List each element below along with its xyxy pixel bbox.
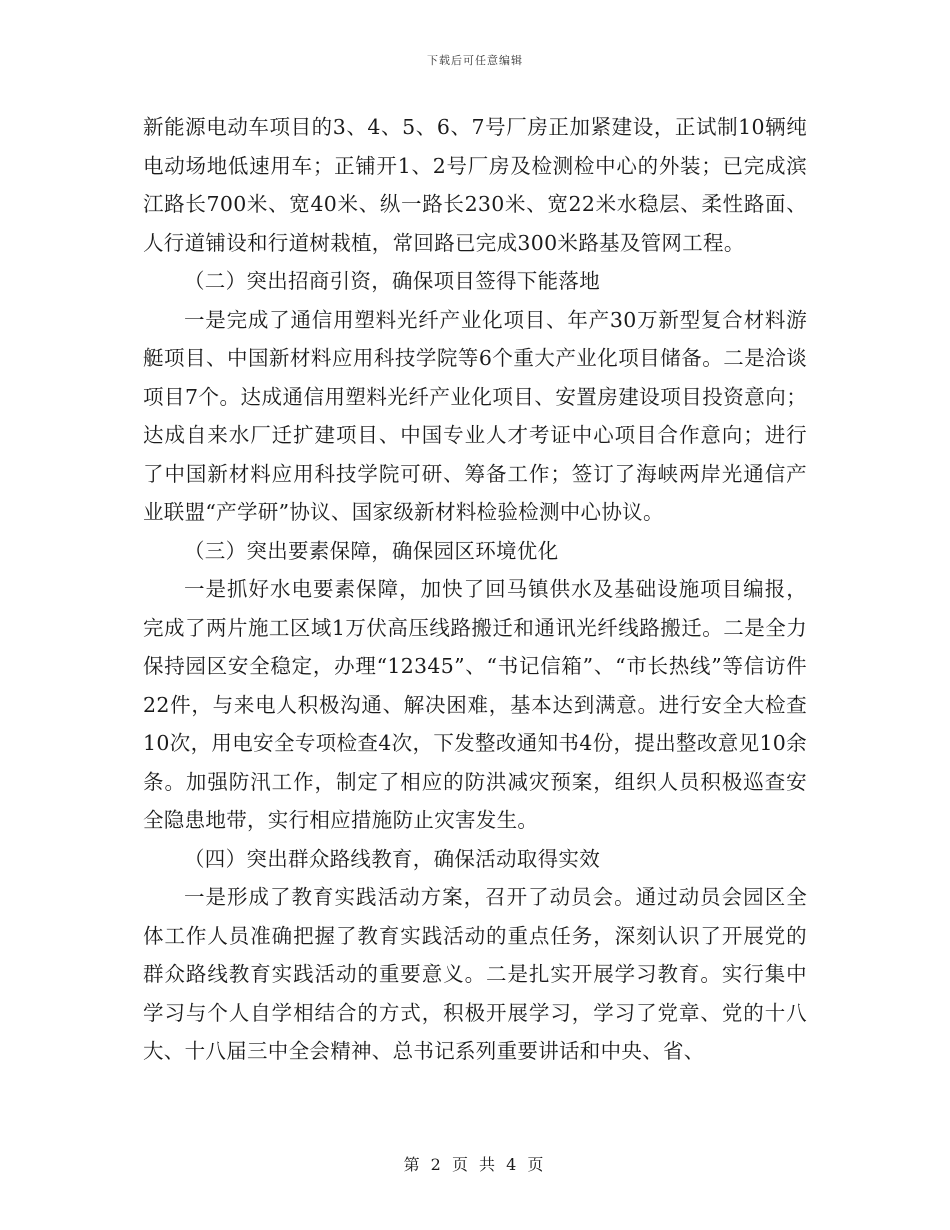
section-heading-4: （四）突出群众路线教育，确保活动取得实效: [184, 846, 600, 871]
section-heading-3: （三）突出要素保障，确保园区环境优化: [184, 538, 559, 563]
paragraph-education: 一是形成了教育实践活动方案，召开了动员会。通过动员会园区全体工作人员准确把握了教育实践活动的重点任务，深刻认识了开展党的群众路线教育实践活动的重要意义。二是扎实开展学习教育。实行集中学习与个人自学相结合的方式，积极开展学习，学习了党章、党的十八大、十八届三中全会精神、总书记系列重要讲话和中央、省、: [143, 885, 807, 1063]
page-number-footer: 第 2 页 共 4 页: [403, 1155, 547, 1174]
paragraph-environment: 一是抓好水电要素保障，加快了回马镇供水及基础设施项目编报，完成了两片施工区域1万伏高压线路搬迁和通讯光纤线路搬迁。二是全力保持园区安全稳定，办理“12345”、“书记信箱”、“市长热线”等信访件22件，与来电人积极沟通、解决困难，基本达到满意。进行安全大检查10次，用电安全专项检查4次，下发整改通知书4份，提出整改意见10余条。加强防汛工作，制定了相应的防洪减灾预案，组织人员积极巡查安全隐患地带，实行相应措施防止灾害发生。: [143, 577, 807, 832]
document-body: [143, 108, 807, 1071]
paragraph-investment: 一是完成了通信用塑料光纤产业化项目、年产30万新型复合材料游艇项目、中国新材料应用科技学院等6个重大产业化项目储备。二是洽谈项目7个。达成通信用塑料光纤产业化项目、安置房建设项目投资意向；达成自来水厂迁扩建项目、中国专业人才考证中心项目合作意向；进行了中国新材料应用科技学院可研、筹备工作；签订了海峡两岸光通信产业联盟“产学研”协议、国家级新材料检验检测中心协议。: [143, 307, 807, 524]
paragraph-continuation: 新能源电动车项目的3、4、5、6、7号厂房正加紧建设，正试制10辆纯电动场地低速用车；正铺开1、2号厂房及检测检中心的外装；已完成滨江路长700米、宽40米、纵一路长230米、宽22米水稳层、柔性路面、人行道铺设和行道树栽植，常回路已完成300米路基及管网工程。: [143, 115, 807, 255]
section-heading-2: （二）突出招商引资，确保项目签得下能落地: [184, 269, 600, 293]
header-note: 下载后可任意编辑: [427, 54, 523, 67]
